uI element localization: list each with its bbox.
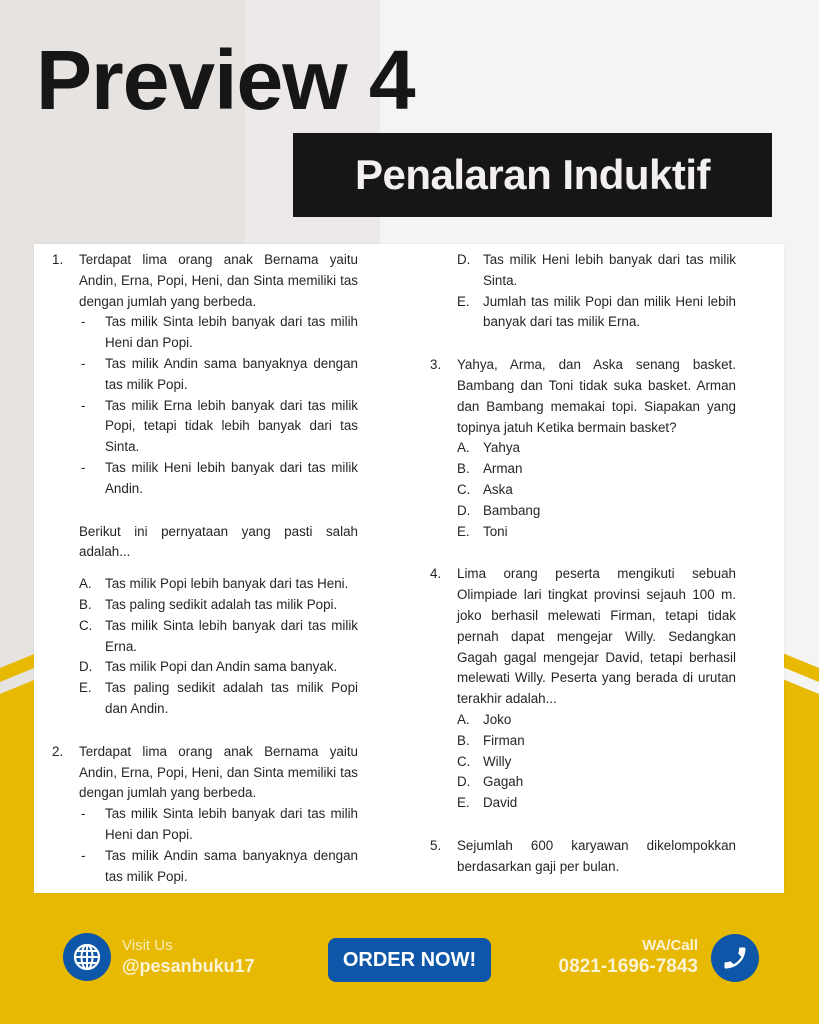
- question-4: [430, 564, 736, 710]
- question-1-options: [52, 574, 358, 720]
- answer-option: C. Tas milik Sinta lebih banyak dari tas milik Erna.: [79, 617, 358, 654]
- question-2-options-continued: [430, 250, 736, 333]
- question-number: 3.: [430, 357, 442, 373]
- answer-option: D. Tas milik Heni lebih banyak dari tas milik Sinta.: [457, 252, 736, 288]
- answer-option: B. Firman: [457, 732, 525, 748]
- answer-option: E. Tas paling sedikit adalah tas milik Popi dan Andin.: [79, 680, 358, 716]
- question-2-bullets: [52, 804, 358, 887]
- question-2: [52, 742, 358, 804]
- answer-option: E. Jumlah tas milik Popi dan milik Heni lebih banyak dari tas milik Erna.: [457, 293, 736, 330]
- answer-option: D. Tas milik Popi dan Andin sama banyak.: [79, 659, 338, 675]
- page-title: Preview 4: [36, 33, 415, 127]
- question-text: Lima orang peserta mengikuti sebuah Olimpiade lari tingkat provinsi sejauh 100 m. joko berhasil melewati Firman, tetapi tidak pernah dapat mengejar Willy. Sedangkan Gagah gagal mengejar David, tetapi berhasil melewati Willy. Peserta yang berada di urutan terakhir adalah...: [457, 566, 736, 707]
- question-number: 1.: [52, 252, 64, 267]
- list-item: - Tas milik Andin sama banyaknya dengan tas milik Popi.: [81, 847, 358, 884]
- list-item: - Tas milik Sinta lebih banyak dari tas milih Heni dan Popi.: [81, 314, 358, 351]
- answer-option: E. Toni: [457, 523, 508, 539]
- answer-option: D. Gagah: [457, 774, 524, 790]
- subtitle-text: Penalaran Induktif: [354, 151, 711, 198]
- document-left-column: [52, 250, 358, 887]
- subtitle-banner: [293, 133, 772, 217]
- visit-us-label: Visit Us: [122, 937, 173, 954]
- question-text: Terdapat lima orang anak Bernama yaitu Andin, Erna, Popi, Heni, dan Sinta memiliki tas dengan jumlah yang berbeda.: [79, 743, 358, 801]
- question-3-options: [430, 438, 736, 542]
- answer-option: C. Willy: [457, 753, 512, 769]
- answer-option: C. Aska: [457, 481, 513, 497]
- question-4-options: [430, 710, 736, 814]
- list-item: - Tas milik Erna lebih banyak dari tas milik Popi, tetapi tidak lebih banyak dari tas Sinta.: [81, 397, 358, 455]
- order-now-button[interactable]: ORDER NOW!: [328, 938, 491, 982]
- answer-option: D. Bambang: [457, 502, 541, 518]
- question-number: 2.: [52, 743, 64, 759]
- question-text: Yahya, Arma, dan Aska senang basket. Bambang dan Toni tidak suka basket. Arman dan Bambang memakai topi. Siapakan yang topinya jatuh Ketika bermain basket?: [457, 357, 736, 435]
- bullet-text: Tas milik Sinta lebih banyak dari tas milih Heni dan Popi.: [105, 806, 358, 842]
- question-1-prompt: Berikut ini pernyataan yang pasti salah adalah...: [79, 523, 358, 560]
- phone-icon[interactable]: [711, 934, 759, 982]
- list-item: - Tas milik Heni lebih banyak dari tas milik Andin.: [81, 459, 358, 496]
- document-preview: [34, 244, 784, 893]
- question-1: [52, 250, 358, 312]
- bullet-text: Tas milik Erna lebih banyak dari tas milik Popi, tetapi tidak lebih banyak dari tas Sinta.: [105, 397, 358, 455]
- list-item: - Tas milik Sinta lebih banyak dari tas milih Heni dan Popi.: [81, 806, 358, 842]
- answer-option: E. David: [457, 795, 518, 811]
- question-number: 4.: [430, 566, 442, 582]
- question-number: 5.: [430, 837, 442, 853]
- bullet-text: Tas milik Andin sama banyaknya dengan tas milik Popi.: [105, 355, 358, 392]
- answer-option: B. Arman: [457, 461, 523, 477]
- question-1-bullets: [52, 312, 358, 499]
- wa-call-label: WA/Call: [642, 937, 698, 954]
- question-text: Terdapat lima orang anak Bernama yaitu Andin, Erna, Popi, Heni, dan Sinta memiliki tas dengan jumlah yang berbeda.: [79, 252, 358, 309]
- answer-option: B. Tas paling sedikit adalah tas milik Popi.: [79, 596, 338, 612]
- question-3: [430, 355, 736, 438]
- answer-option: A. Yahya: [457, 440, 520, 456]
- question-text: Sejumlah 600 karyawan dikelompokkan berdasarkan gaji per bulan.: [457, 837, 736, 874]
- phone-number-link[interactable]: 0821-1696-7843: [558, 956, 698, 977]
- answer-option: A. Tas milik Popi lebih banyak dari tas Heni.: [79, 576, 349, 592]
- bullet-text: Tas milik Heni lebih banyak dari tas milik Andin.: [105, 459, 358, 496]
- answer-option: A. Joko: [457, 711, 512, 727]
- document-right-column: [430, 250, 736, 878]
- question-5: [430, 836, 736, 878]
- bullet-text: Tas milik Sinta lebih banyak dari tas milih Heni dan Popi.: [105, 314, 358, 351]
- bullet-text: Tas milik Andin sama banyaknya dengan tas milik Popi.: [105, 847, 358, 884]
- globe-icon[interactable]: [63, 933, 111, 981]
- social-handle-link[interactable]: @pesanbuku17: [122, 956, 255, 976]
- list-item: - Tas milik Andin sama banyaknya dengan tas milik Popi.: [81, 355, 358, 392]
